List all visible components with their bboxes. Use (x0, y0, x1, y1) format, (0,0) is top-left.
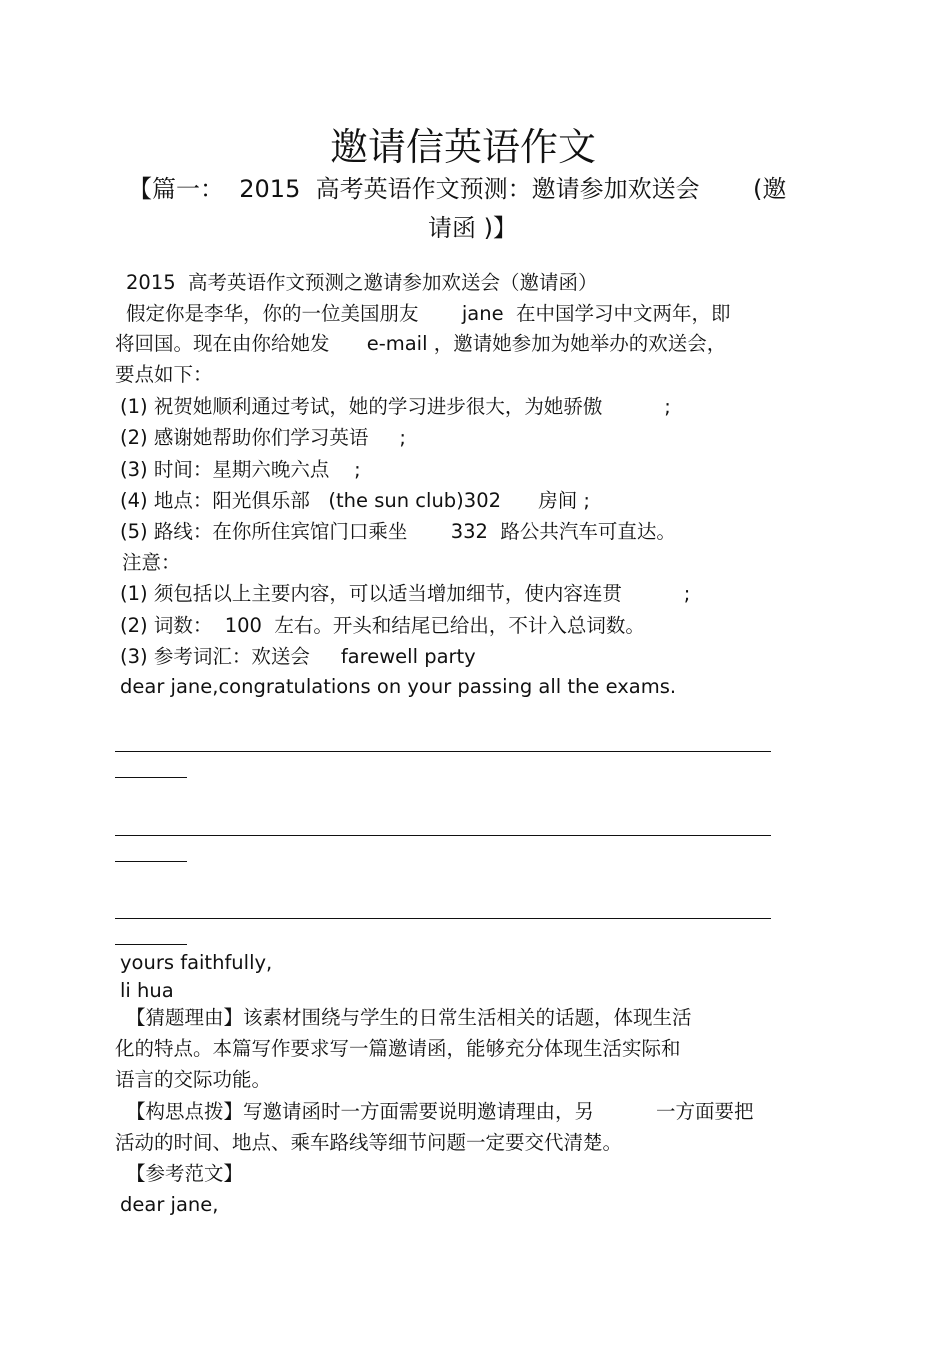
subtitle-line-2: 请函 )】 (428, 214, 517, 242)
point-item: (4) 地点：阳光俱乐部 (the sun club)302 房间 ; (120, 489, 590, 512)
note-item: (1) 须包括以上主要内容，可以适当增加细节，使内容连贯 ; (120, 582, 691, 605)
blank-writing-line (115, 835, 771, 836)
notes-heading: 注意： (122, 551, 181, 574)
intro-heading: 2015 高考英语作文预测之邀请参加欢送会（邀请函） (126, 271, 598, 294)
prompt-line-1: 假定你是李华，你的一位美国朋友 jane 在中国学习中文两年，即 (126, 302, 731, 325)
note-item: (3) 参考词汇：欢送会 farewell party (120, 645, 476, 668)
sample-greeting: dear jane, (120, 1193, 219, 1216)
point-item: (2) 感谢她帮助你们学习英语 ; (120, 426, 406, 449)
note-item: (2) 词数： 100 左右。开头和结尾已给出，不计入总词数。 (120, 614, 645, 637)
blank-writing-line-tail (115, 777, 187, 778)
subtitle-line-1: 【篇一： 2015 高考英语作文预测：邀请参加欢送会 (邀 (128, 175, 787, 203)
blank-writing-line (115, 751, 771, 752)
reason-line-3: 语言的交际功能。 (115, 1068, 272, 1091)
blank-writing-line (115, 918, 771, 919)
closing-line-1: yours faithfully, (120, 951, 273, 974)
point-item: (5) 路线：在你所住宾馆门口乘坐 332 路公共汽车可直达。 (120, 520, 676, 543)
prompt-line-2: 将回国。现在由你给她发 e-mail ，邀请她参加为她举办的欢送会， (115, 332, 727, 355)
letter-opening: dear jane,congratulations on your passing all the exams. (120, 675, 677, 698)
closing-line-2: li hua (120, 979, 174, 1002)
reason-line-2: 化的特点。本篇写作要求写一篇邀请函，能够充分体现生活实际和 (115, 1037, 681, 1060)
point-item: (3) 时间：星期六晚六点 ; (120, 458, 361, 481)
blank-writing-line-tail (115, 861, 187, 862)
tips-line-1: 【构思点拨】写邀请函时一方面需要说明邀请理由，另 一方面要把 (126, 1100, 754, 1123)
point-item: (1) 祝贺她顺利通过考试，她的学习进步很大，为她骄傲 ; (120, 395, 671, 418)
reason-line-1: 【猜题理由】该素材围绕与学生的日常生活相关的话题，体现生活 (126, 1006, 692, 1029)
document-title: 邀请信英语作文 (330, 125, 597, 169)
blank-writing-line-tail (115, 944, 187, 945)
tips-line-2: 活动的时间、地点、乘车路线等细节问题一定要交代清楚。 (115, 1131, 623, 1154)
prompt-line-3: 要点如下： (115, 363, 213, 386)
sample-heading: 【参考范文】 (126, 1162, 244, 1185)
